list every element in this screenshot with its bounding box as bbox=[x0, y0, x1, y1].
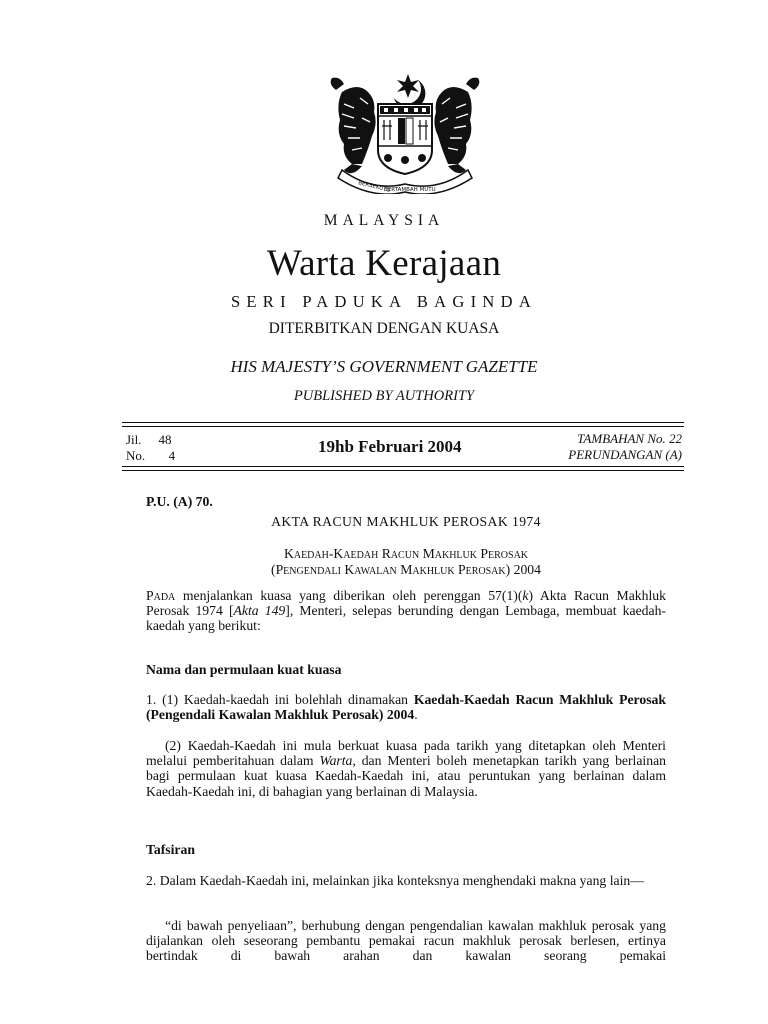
diterbitkan-dengan-kuasa: DITERBITKAN DENGAN KUASA bbox=[268, 320, 500, 337]
no-value: 4 bbox=[168, 448, 176, 463]
preamble-text-2: ) Akta Racun Makhluk Perosak 1974 [ bbox=[146, 588, 666, 619]
jil-label: Jil. bbox=[126, 432, 142, 447]
header-rule-top-2 bbox=[122, 426, 684, 427]
preamble-lead-word: Pada bbox=[146, 588, 176, 603]
country-name: MALAYSIA bbox=[323, 212, 445, 229]
crest-ribbon-left-text: BERSEKUTU bbox=[357, 180, 391, 194]
rules-title-line-2: (Pengendali Kawalan Makhluk Perosak) 2004 bbox=[271, 562, 541, 577]
rule-1-1-text: 1. (1) Kaedah-kaedah ini bolehlah dinamakan bbox=[146, 692, 414, 707]
pu-number: P.U. (A) 70. bbox=[146, 494, 213, 509]
rule-1-1-end: . bbox=[414, 707, 418, 723]
rule-2-paragraph: 2. Dalam Kaedah-Kaedah ini, melainkan jika konteksnya menghendaki makna yang lain— bbox=[146, 873, 644, 888]
tambahan-number: TAMBAHAN No. 22 bbox=[577, 431, 682, 446]
seri-paduka-baginda: SERI PADUKA BAGINDA bbox=[230, 292, 538, 311]
gazette-english-title: HIS MAJESTY’S GOVERNMENT GAZETTE bbox=[230, 357, 538, 376]
rule-1-1-citation: Kaedah-Kaedah Racun Makhluk Perosak (Pengendali Kawalan Makhluk Perosak) 2004 bbox=[146, 692, 666, 723]
crest-ribbon-right-text: BERTAMBAH MUTU bbox=[384, 187, 436, 193]
preamble-k: k bbox=[522, 588, 529, 603]
jil-value: 48 bbox=[158, 432, 172, 447]
heading-interpretation: Tafsiran bbox=[146, 842, 195, 857]
heading-citation-commencement: Nama dan permulaan kuat kuasa bbox=[146, 662, 342, 677]
volume-number-block bbox=[126, 432, 175, 464]
definition-paragraph: “di bawah penyeliaan”, berhubung dengan pengendalian kawalan makhluk perosak yang dijalankan oleh seseorang pembantu pemakai racun makhluk perosak berlesen, ertinya bertindak di bawah arahan dan kawalan seorang pemakai bbox=[146, 918, 666, 964]
rules-title-line-1: Kaedah-Kaedah Racun Makhluk Perosak bbox=[283, 546, 529, 561]
header-rule-bottom-1 bbox=[122, 466, 684, 467]
no-label: No. bbox=[126, 448, 146, 463]
supplement-block bbox=[568, 431, 682, 463]
rule-1-1-paragraph bbox=[146, 692, 666, 722]
perundangan-label: PERUNDANGAN (A) bbox=[568, 447, 682, 462]
preamble-text-3: ], Menteri, selepas berunding dengan Lembaga, membuat kaedah-kaedah yang berikut: bbox=[146, 603, 666, 634]
preamble-act-reference: Akta 149 bbox=[233, 603, 286, 619]
act-title: AKTA RACUN MAKHLUK PEROSAK 1974 bbox=[271, 514, 541, 529]
rule-1-2-text-2: , dan Menteri boleh menetapkan tarikh yang berlainan bagi permulaan kuat kuasa Kaedah-Kaedah ini, atau peruntukan yang berlainan dalam Kaedah-Kaedah ini, di bahagian yang berlainan di Malaysia. bbox=[146, 753, 666, 799]
rule-1-2-warta: Warta bbox=[319, 753, 353, 769]
preamble-text-1: menjalankan kuasa yang diberikan oleh perenggan 57(1)( bbox=[175, 588, 523, 603]
malaysia-coat-of-arms-emblem bbox=[322, 70, 488, 194]
gazette-title: Warta Kerajaan bbox=[266, 243, 502, 284]
issue-date: 19hb Februari 2004 bbox=[318, 437, 462, 456]
header-rule-top-1 bbox=[122, 422, 684, 423]
preamble-paragraph bbox=[146, 588, 666, 634]
header-rule-bottom-2 bbox=[122, 470, 684, 471]
rule-1-2-paragraph bbox=[146, 738, 666, 799]
published-by-authority: PUBLISHED BY AUTHORITY bbox=[293, 388, 475, 404]
rule-1-2-text: (2) Kaedah-Kaedah ini mula berkuat kuasa pada tarikh yang ditetapkan oleh Menteri melalui pemberitahuan dalam bbox=[146, 738, 666, 769]
